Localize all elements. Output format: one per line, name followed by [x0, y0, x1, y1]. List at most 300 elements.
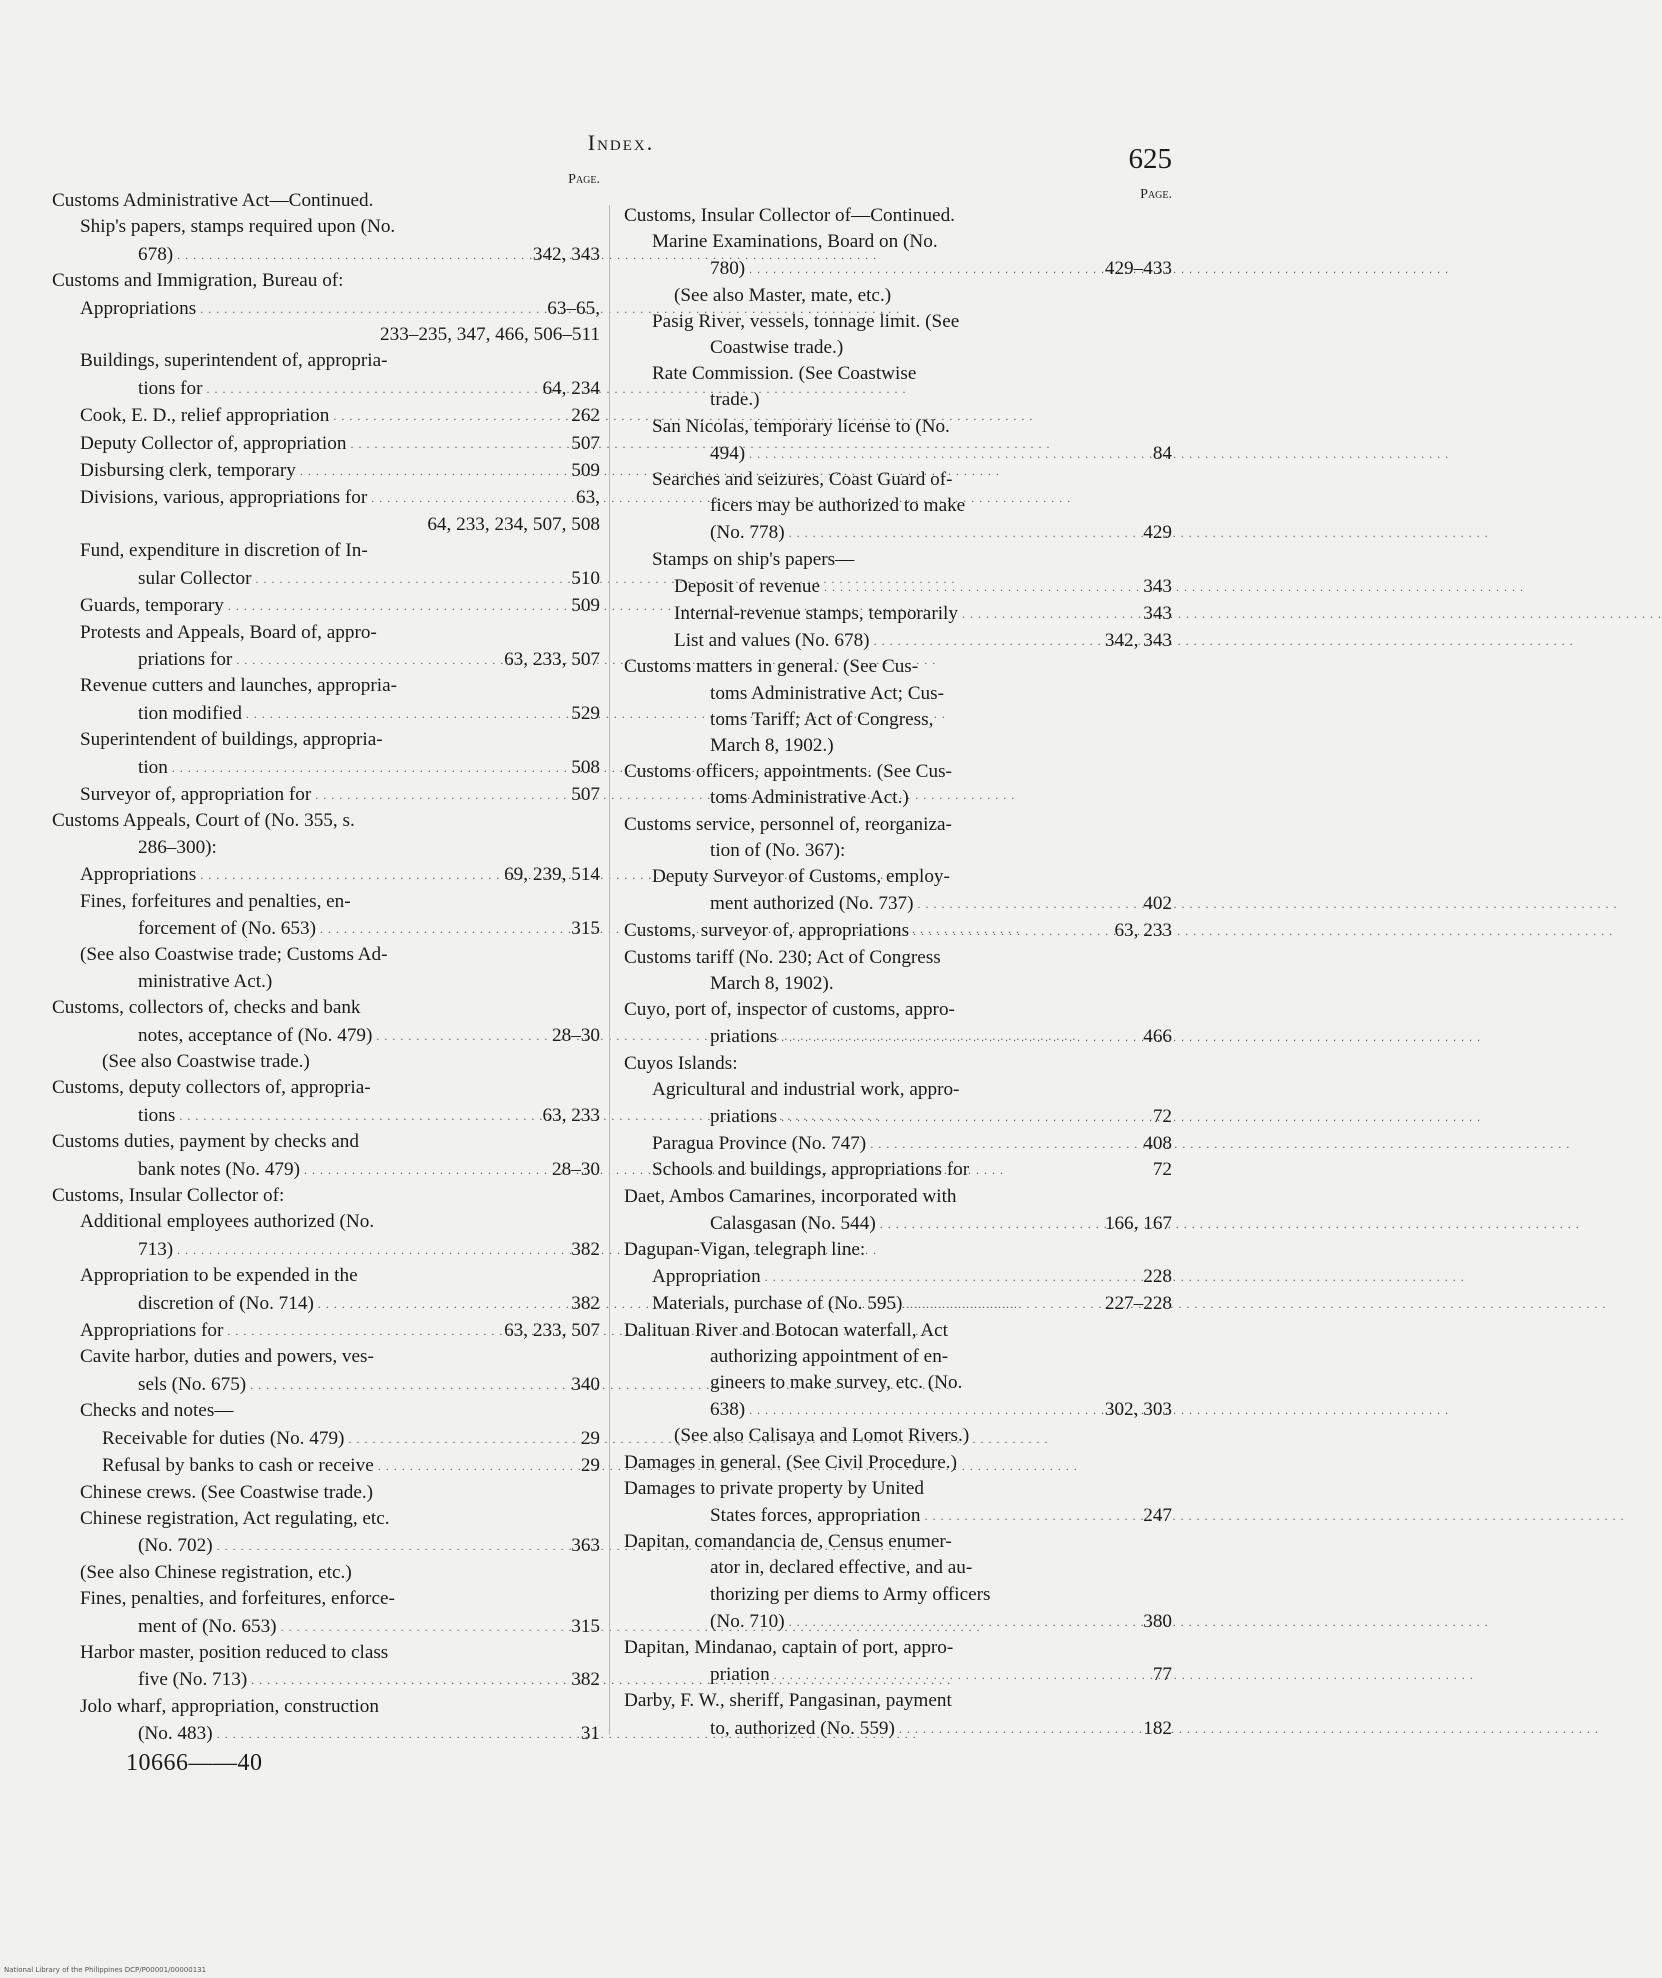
index-entry: [624, 890, 1172, 917]
dot-leader: [227, 1317, 500, 1344]
page-reference: 510: [571, 567, 600, 589]
entry-text: 678): [138, 243, 174, 265]
entry-text: States forces, appropriation: [710, 1504, 921, 1526]
page-reference: 29: [580, 1455, 600, 1477]
entry-text: Damages in general. (See Civil Procedure.): [624, 1451, 957, 1473]
index-entry: [52, 808, 600, 834]
page-reference: 342, 343: [1104, 630, 1172, 652]
page-reference: 363: [571, 1535, 600, 1557]
dot-leader: [348, 1425, 576, 1452]
index-entry: [624, 1396, 1172, 1423]
index-entry: [624, 414, 1172, 440]
index-entry: [624, 1184, 1172, 1210]
dot-leader: [378, 1452, 577, 1479]
entry-text: Customs, Insular Collector of—Continued.: [624, 205, 955, 226]
entry-text: Checks and notes—: [80, 1400, 234, 1422]
index-entry: [624, 203, 1172, 229]
index-entry: [52, 1586, 600, 1612]
index-entry: [52, 1613, 600, 1640]
index-entry: [624, 283, 1172, 309]
entry-text: Customs duties, payment by checks and: [52, 1131, 359, 1153]
dot-leader: [899, 1715, 1139, 1742]
entry-text: List and values (No. 678): [674, 630, 870, 652]
dot-leader: [789, 519, 1140, 546]
entry-text: Cavite harbor, duties and powers, ves-: [80, 1346, 374, 1368]
index-entry: [52, 1209, 600, 1235]
entry-text: Protests and Appeals, Board of, appro-: [80, 621, 377, 643]
column-divider: [609, 205, 610, 1735]
entry-text: Searches and seizures, Coast Guard of-: [652, 469, 953, 491]
page-reference: 84: [1152, 442, 1172, 464]
index-entry: [624, 1582, 1172, 1608]
entry-text: Daet, Ambos Camarines, incorporated with: [624, 1185, 957, 1207]
index-entry: [624, 1423, 1172, 1449]
index-entry: [624, 707, 1172, 733]
index-entry: [624, 759, 1172, 785]
dot-leader: [774, 1661, 1149, 1688]
dot-leader: [246, 700, 567, 727]
entry-text: Superintendent of buildings, appropria-: [80, 729, 383, 751]
page-reference: 63–65,: [547, 297, 600, 319]
page-reference: 507: [571, 783, 600, 805]
dot-leader: [200, 295, 543, 322]
entry-text: Customs officers, appointments. (See Cus-: [624, 761, 952, 783]
page-reference: 227–228: [1104, 1293, 1172, 1315]
dot-leader: [207, 375, 539, 402]
entry-text: forcement of (No. 653): [138, 917, 316, 939]
entry-text: toms Administrative Act; Cus-: [710, 682, 944, 704]
index-entry: [624, 681, 1172, 707]
entry-text: Customs Appeals, Court of (No. 355, s.: [52, 810, 355, 832]
dot-leader: [236, 646, 500, 673]
index-entry: [624, 864, 1172, 890]
entry-text: Fund, expenditure in discretion of In-: [80, 540, 368, 562]
index-entry: [52, 1156, 600, 1183]
page-reference: 315: [571, 1615, 600, 1637]
index-entry: [624, 733, 1172, 759]
index-entry: [52, 700, 600, 727]
entry-text: Rate Commission. (See Coastwise: [652, 363, 917, 385]
entry-text: Ship's papers, stamps required upon (No.: [80, 216, 396, 238]
page-reference: 508: [571, 756, 600, 778]
dot-leader: [217, 1720, 577, 1747]
entry-text: tion of (No. 367):: [710, 839, 846, 861]
index-entry: [52, 322, 600, 348]
page-reference: 28–30: [552, 1158, 600, 1180]
entry-text: toms Tariff; Act of Congress,: [710, 708, 934, 730]
entry-text: Dagupan-Vigan, telegraph line:: [624, 1238, 866, 1260]
index-entry: [624, 335, 1172, 361]
index-entry: [624, 1608, 1172, 1635]
index-entry: [52, 754, 600, 781]
index-entry: [624, 1344, 1172, 1370]
entry-text: (See also Chinese registration, etc.): [80, 1561, 352, 1583]
entry-text: 494): [710, 442, 746, 464]
page-column-label: Page.: [568, 172, 600, 187]
index-entry: [52, 1236, 600, 1263]
entry-text: five (No. 713): [138, 1669, 248, 1691]
entry-text: Chinese registration, Act regulating, etc.: [80, 1507, 390, 1529]
index-entry: [52, 1720, 600, 1747]
index-entry: [624, 971, 1172, 997]
entry-text: Dapitan, Mindanao, captain of port, appro-: [624, 1636, 954, 1658]
entry-text: discretion of (No. 714): [138, 1292, 314, 1314]
index-entry: [624, 654, 1172, 680]
entry-text: Customs, surveyor of, appropriations: [624, 920, 910, 942]
entry-text: sular Collector: [138, 567, 252, 589]
dot-leader: [333, 402, 567, 429]
page-reference: 529: [571, 702, 600, 724]
index-entry: [52, 727, 600, 753]
index-entry: [624, 387, 1172, 413]
index-entry: [52, 512, 600, 538]
entry-text: to, authorized (No. 559): [710, 1717, 895, 1739]
entry-text: Calasgasan (No. 544): [710, 1212, 876, 1234]
entry-text: Schools and buildings, appropriations for: [652, 1159, 970, 1181]
index-entry: [52, 1694, 600, 1720]
entry-text: Customs tariff (No. 230; Act of Congress: [624, 946, 941, 968]
entry-text: Customs matters in general. (See Cus-: [624, 656, 919, 678]
entry-text: sels (No. 675): [138, 1373, 247, 1395]
page-reference: 233–235, 347, 466, 506–511: [380, 324, 600, 346]
entry-text: (See also Calisaya and Lomot Rivers.): [674, 1425, 970, 1447]
index-entry: [52, 889, 600, 915]
entry-text: Dapitan, comandancia de, Census enumer-: [624, 1531, 952, 1553]
dot-leader: [765, 1263, 1140, 1290]
index-entry: [52, 620, 600, 646]
entry-text: Internal-revenue stamps, temporarily: [674, 603, 958, 625]
dot-leader: [906, 1290, 1100, 1317]
dot-leader: [250, 1371, 567, 1398]
entry-text: Fines, forfeitures and penalties, en-: [80, 890, 351, 912]
index-entry: [624, 1237, 1172, 1263]
dot-leader: [320, 915, 567, 942]
index-entry: [624, 440, 1172, 467]
index-entry: [624, 1157, 1172, 1183]
page-reference: 343: [1143, 575, 1172, 597]
index-column-left: [52, 172, 600, 1748]
index-entry: [52, 402, 600, 429]
index-entry: [624, 1529, 1172, 1555]
page-reference: 408: [1143, 1133, 1172, 1155]
page-reference: 509: [571, 595, 600, 617]
index-entry: [624, 1130, 1172, 1157]
index-entry: [624, 547, 1172, 573]
entry-text: ment of (No. 653): [138, 1615, 277, 1637]
page-reference: 29: [580, 1427, 600, 1449]
index-entry: [52, 1640, 600, 1666]
index-entry: [52, 268, 600, 294]
index-entry-list: [624, 203, 1172, 1742]
entry-text: ator in, declared effective, and au-: [710, 1557, 973, 1579]
entry-text: Deputy Collector of, appropriation: [80, 432, 347, 454]
entry-text: Dalituan River and Botocan waterfall, Act: [624, 1319, 948, 1341]
index-entry: [624, 1635, 1172, 1661]
index-entry: [52, 1075, 600, 1101]
entry-text: Customs service, personnel of, reorganiza-: [624, 813, 952, 835]
index-entry: [52, 457, 600, 484]
index-entry: [624, 1661, 1172, 1688]
entry-text: (No. 710): [710, 1610, 785, 1632]
entry-text: Agricultural and industrial work, appro-: [652, 1078, 960, 1100]
page-reference: 382: [571, 1669, 600, 1691]
index-entry-list: [52, 188, 600, 1748]
dot-leader: [749, 255, 1101, 282]
entry-text: tions: [138, 1104, 176, 1126]
dot-leader: [177, 241, 529, 268]
index-entry: [52, 1532, 600, 1559]
index-entry: [52, 1317, 600, 1344]
dot-leader: [880, 1210, 1101, 1237]
page-reference: 247: [1143, 1504, 1172, 1526]
index-entry: [624, 838, 1172, 864]
dot-leader: [924, 1502, 1139, 1529]
index-entry: [52, 1102, 600, 1129]
index-entry: [52, 430, 600, 457]
dot-leader: [749, 440, 1149, 467]
index-entry: [624, 1023, 1172, 1050]
index-entry: [624, 573, 1172, 600]
page-reference: 507: [571, 432, 600, 454]
entry-text: ment authorized (No. 737): [710, 893, 914, 915]
page-reference: 402: [1143, 893, 1172, 915]
index-entry: [624, 361, 1172, 387]
dot-leader: [217, 1532, 568, 1559]
index-column-right: [624, 187, 1172, 1742]
index-entry: [624, 945, 1172, 971]
index-entry: [52, 1022, 600, 1049]
dot-leader: [749, 1396, 1101, 1423]
dot-leader: [789, 1608, 1140, 1635]
entry-text: 286–300):: [138, 836, 217, 858]
index-entry: [52, 781, 600, 808]
index-entry: [52, 995, 600, 1021]
index-entry: [624, 1502, 1172, 1529]
dot-leader: [918, 890, 1140, 917]
index-entry: [52, 942, 600, 968]
dot-leader: [350, 430, 567, 457]
index-entry: [624, 1263, 1172, 1290]
index-entry: [52, 969, 600, 995]
entry-text: Appropriations: [80, 297, 197, 319]
index-entry: [624, 1290, 1172, 1317]
entry-text: Marine Examinations, Board on (No.: [652, 231, 938, 253]
entry-text: Damages to private property by United: [624, 1477, 924, 1499]
index-entry: [52, 484, 600, 511]
entry-text: priations: [710, 1026, 778, 1048]
page-reference: 166, 167: [1104, 1212, 1172, 1234]
page-reference: 64, 234: [542, 377, 600, 399]
page-reference: 382: [571, 1292, 600, 1314]
page-column-label: Page.: [1140, 187, 1172, 202]
entry-text: Appropriations for: [80, 1320, 224, 1342]
index-entry: [52, 1183, 600, 1209]
entry-text: Darby, F. W., sheriff, Pangasinan, payment: [624, 1690, 952, 1712]
entry-text: 713): [138, 1238, 174, 1260]
page-reference: 228: [1143, 1266, 1172, 1288]
index-entry: [52, 673, 600, 699]
index-entry: [624, 229, 1172, 255]
entry-text: Materials, purchase of (No. 595): [652, 1293, 903, 1315]
entry-text: priations for: [138, 648, 233, 670]
entry-text: Disbursing clerk, temporary: [80, 460, 296, 482]
dot-leader: [962, 600, 1139, 627]
entry-text: Pasig River, vessels, tonnage limit. (See: [652, 310, 960, 332]
dot-leader: [913, 917, 1110, 944]
index-entry: [624, 1318, 1172, 1344]
index-entry: [52, 646, 600, 673]
entry-text: (No. 778): [710, 522, 785, 544]
index-entry: [52, 1480, 600, 1506]
entry-text: toms Administrative Act.): [710, 787, 909, 809]
page-reference: 302, 303: [1104, 1399, 1172, 1421]
index-entry: [624, 1450, 1172, 1476]
index-entry: [624, 309, 1172, 335]
index-entry: [52, 348, 600, 374]
page-reference: 63, 233: [542, 1104, 600, 1126]
entry-text: Buildings, superintendent of, appropria-: [80, 350, 388, 372]
entry-text: 638): [710, 1399, 746, 1421]
page-reference: 342, 343: [532, 243, 600, 265]
index-entry: [624, 519, 1172, 546]
page-reference: 77: [1152, 1664, 1172, 1686]
entry-text: Deputy Surveyor of Customs, employ-: [652, 866, 950, 888]
running-head: Index.: [587, 130, 655, 155]
dot-leader: [200, 861, 500, 888]
entry-text: authorizing appointment of en-: [710, 1345, 949, 1367]
entry-text: thorizing per diems to Army officers: [710, 1583, 991, 1605]
index-entry: [624, 467, 1172, 493]
dot-leader: [281, 1613, 568, 1640]
entry-text: Refusal by banks to cash or receive: [102, 1455, 374, 1477]
entry-text: Jolo wharf, appropriation, construction: [80, 1695, 379, 1717]
entry-text: bank notes (No. 479): [138, 1158, 300, 1180]
page-reference: 343: [1143, 603, 1172, 625]
page-reference: 63, 233, 507: [504, 1320, 600, 1342]
entry-text: ficers may be authorized to make: [710, 495, 966, 517]
page-reference: 315: [571, 917, 600, 939]
page-reference: 63, 233, 507: [504, 648, 600, 670]
index-entry: [624, 600, 1172, 627]
index-entry: [52, 375, 600, 402]
dot-leader: [304, 1156, 548, 1183]
page-reference: 466: [1143, 1026, 1172, 1048]
page-reference: 31: [580, 1723, 600, 1745]
index-entry: [52, 565, 600, 592]
entry-text: Additional employees authorized (No.: [80, 1211, 375, 1233]
index-entry: [624, 1210, 1172, 1237]
index-entry: [624, 785, 1172, 811]
dot-leader: [870, 1130, 1139, 1157]
entry-text: Customs, deputy collectors of, appropria-: [52, 1077, 371, 1099]
dot-leader: [781, 1023, 1139, 1050]
page-reference: 262: [571, 405, 600, 427]
entry-text: (See also Master, mate, etc.): [674, 284, 892, 306]
page-reference: 72: [1152, 1159, 1172, 1181]
entry-text: priation: [710, 1664, 770, 1686]
index-entry: [52, 1344, 600, 1370]
index-entry: [52, 1560, 600, 1586]
page-reference: 429–433: [1104, 258, 1172, 280]
entry-text: priations: [710, 1105, 778, 1127]
entry-text: March 8, 1902).: [710, 972, 834, 994]
index-entry: [624, 1476, 1172, 1502]
page-number: 625: [1128, 143, 1172, 175]
entry-text: Harbor master, position reduced to class: [80, 1641, 389, 1663]
dot-leader: [874, 627, 1101, 654]
index-entry: [52, 1129, 600, 1155]
index-entry: [624, 1370, 1172, 1396]
index-entry: [52, 1452, 600, 1479]
index-entry: [624, 627, 1172, 654]
index-entry: [52, 1425, 600, 1452]
index-entry: [52, 1398, 600, 1424]
entry-text: Appropriations: [80, 864, 197, 886]
index-entry: [624, 1688, 1172, 1714]
index-entry: [52, 861, 600, 888]
index-entry: [52, 1263, 600, 1289]
entry-text: (See also Coastwise trade.): [102, 1051, 310, 1072]
dot-leader: [824, 573, 1139, 600]
entry-text: Paragua Province (No. 747): [652, 1133, 867, 1155]
entry-text: tion modified: [138, 702, 242, 724]
index-entry: [52, 1049, 600, 1075]
dot-leader: [177, 1236, 567, 1263]
entry-text: tions for: [138, 377, 203, 399]
index-entry: [52, 1506, 600, 1532]
dot-leader: [318, 1290, 567, 1317]
dot-leader: [376, 1022, 548, 1049]
dot-leader: [781, 1103, 1149, 1130]
entry-text: March 8, 1902.): [710, 735, 834, 757]
index-entry: [52, 241, 600, 268]
page-reference: 382: [571, 1238, 600, 1260]
entry-text: (No. 702): [138, 1535, 213, 1557]
entry-text: Divisions, various, appropriations for: [80, 487, 368, 509]
entry-text: Customs, Insular Collector of:: [52, 1185, 285, 1207]
entry-text: (No. 483): [138, 1723, 213, 1745]
dot-leader: [371, 484, 572, 511]
entry-text: Cook, E. D., relief appropriation: [80, 405, 330, 427]
page-reference: 69, 239, 514: [504, 864, 600, 886]
index-entry: [52, 214, 600, 240]
entry-text: Customs, collectors of, checks and bank: [52, 997, 361, 1019]
entry-text: Surveyor of, appropriation for: [80, 783, 312, 805]
entry-text: Appropriation: [652, 1266, 761, 1288]
page-reference: 64, 233, 234, 507, 508: [427, 513, 600, 535]
index-entry: [624, 812, 1172, 838]
page-reference: 340: [571, 1373, 600, 1395]
index-entry: [52, 835, 600, 861]
index-entry: [624, 1103, 1172, 1130]
entry-text: ministrative Act.): [138, 970, 273, 992]
index-entry: [624, 1555, 1172, 1581]
index-entry: [52, 538, 600, 564]
index-entry: [52, 1666, 600, 1693]
index-entry: [624, 493, 1172, 519]
entry-text: notes, acceptance of (No. 479): [138, 1024, 373, 1046]
entry-text: Revenue cutters and launches, appropria-: [80, 675, 397, 697]
entry-text: Cuyos Islands:: [624, 1052, 738, 1074]
page-reference: 182: [1143, 1717, 1172, 1739]
entry-text: Customs Administrative Act—Continued.: [52, 190, 374, 211]
page-reference: 380: [1143, 1610, 1172, 1632]
entry-text: Guards, temporary: [80, 595, 224, 617]
entry-text: Fines, penalties, and forfeitures, enforce-: [80, 1588, 395, 1610]
page-reference: 429: [1143, 522, 1172, 544]
entry-text: Cuyo, port of, inspector of customs, appro-: [624, 999, 955, 1021]
entry-text: Deposit of revenue: [674, 575, 820, 597]
